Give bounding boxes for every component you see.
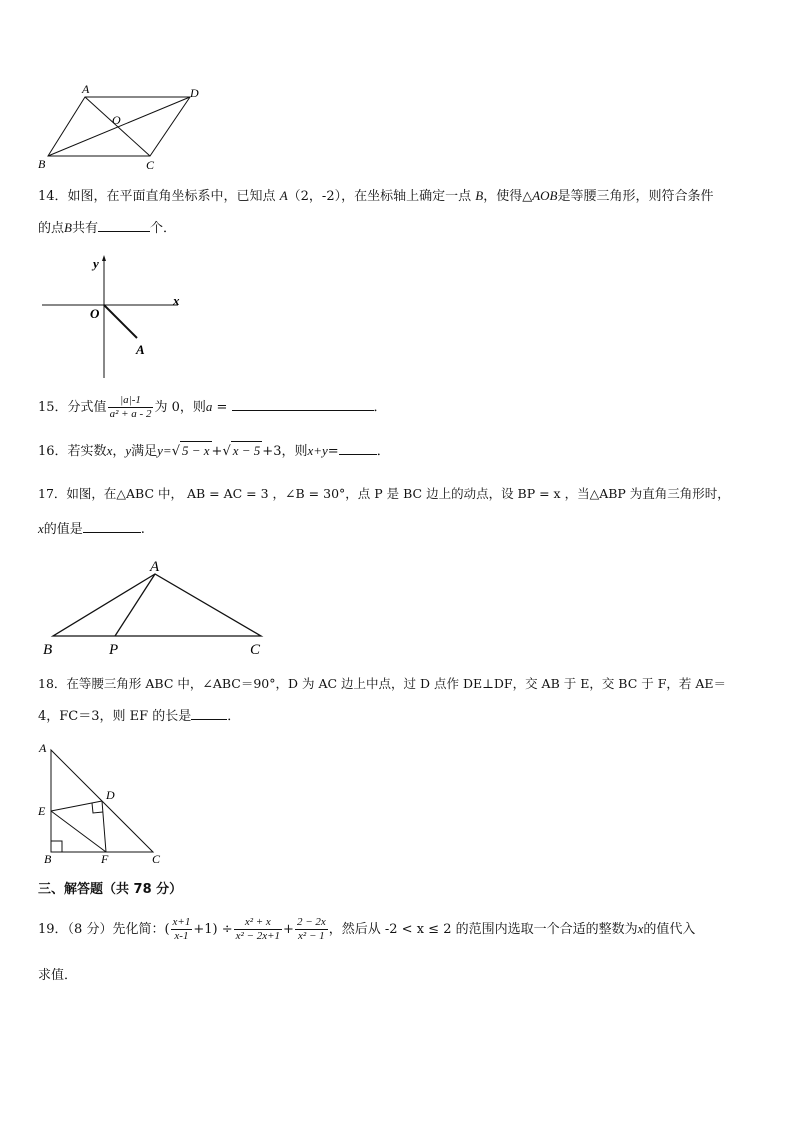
fraction-denominator: x-1 (174, 930, 189, 942)
answer-blank[interactable] (232, 398, 374, 411)
q17-text: . (140, 522, 145, 537)
triangle-abc-figure (38, 555, 278, 660)
q18-text: ． (227, 709, 241, 724)
fraction-numerator: |a|-1 (108, 394, 154, 408)
question-number: 16． (38, 444, 68, 459)
expr-xy: x+y (307, 443, 328, 458)
question-14-line2 (38, 219, 176, 238)
answer-blank[interactable] (83, 520, 141, 533)
q14-text: 如图，在平面直角坐标系中，已知点 (67, 189, 276, 204)
radicand-2: x − 5 (232, 443, 261, 458)
right-angle-mark-d (92, 803, 103, 813)
q14-text: 是等腰三角形，则符合条件 (557, 189, 714, 204)
question-19-line1 (38, 912, 695, 947)
segment-ap (115, 574, 155, 636)
point-a: A (279, 188, 288, 203)
point-b: B (475, 188, 484, 203)
coordinate-axes-figure (40, 252, 200, 382)
triangle-name: AOB (532, 188, 558, 203)
segment-oa (104, 305, 137, 338)
question-15 (38, 392, 387, 423)
radicand-1: 5 − x (182, 443, 210, 458)
triangle-abc (53, 574, 261, 636)
label-d: D (106, 788, 115, 802)
segment-df (102, 801, 106, 852)
fraction-denominator: a² + a - 2 (109, 408, 152, 420)
q14-text: 的点 (38, 221, 65, 236)
label-a: A (136, 342, 145, 357)
label-y: y (93, 256, 99, 271)
question-19-line2 (38, 967, 77, 985)
fraction (108, 394, 154, 421)
q17-text: 的值是 (43, 522, 83, 537)
q14-text: ，在坐标轴上确定一点 (341, 189, 472, 204)
q16-text: 若实数 (67, 444, 107, 459)
q14-text: 个． (149, 221, 176, 236)
q19-text: 求值． (38, 968, 78, 983)
q14-text: ，使得△ (483, 189, 533, 204)
q16-text: ． (376, 444, 390, 459)
q15-text: ． (373, 400, 387, 415)
sqrt-icon: √ (171, 444, 180, 459)
question-17-line1 (38, 485, 730, 503)
label-c: C (152, 852, 161, 866)
q19-text: ，然后从 -2 < x ≤ 2 的范围内选取一个合适的整数为 (328, 922, 638, 937)
q16-text: +3，则 (262, 444, 308, 459)
q17-text: 如图，在△ABC 中， AB = AC = 3 ，∠B = 30°，点 P 是 BC 边上的动点，设 BP = x ，当△ABP 为直角三角形时， (66, 486, 730, 501)
point-b: B (64, 220, 72, 235)
q16-text: 满足 (131, 444, 158, 459)
right-triangle-figure (36, 738, 176, 868)
fraction-numerator: x² + x (234, 916, 282, 930)
label-d: D (190, 86, 199, 100)
label-p: P (109, 642, 119, 658)
fraction-2 (234, 916, 282, 943)
coords: （2，-2） (287, 189, 342, 204)
fraction-numerator: 2 − 2x (296, 916, 326, 928)
q15-text: 分式值 (67, 400, 107, 415)
question-18-line2 (38, 707, 240, 726)
question-number: 18． (38, 676, 67, 691)
question-number: 19． (38, 922, 68, 937)
question-16 (38, 441, 390, 461)
question-number: 15． (38, 400, 68, 415)
equals: = (212, 400, 232, 415)
label-b: B (38, 157, 46, 171)
equals: = (327, 444, 339, 459)
fraction-1 (171, 916, 193, 943)
parallelogram-figure (30, 80, 220, 175)
sqrt-icon: √ (222, 444, 231, 459)
fraction-denominator: x² − 2x+1 (235, 930, 281, 942)
question-18-line1 (38, 675, 726, 693)
q16-text: ， (112, 444, 126, 459)
label-b: B (43, 642, 53, 658)
label-a: A (150, 559, 160, 575)
label-c: C (146, 158, 155, 172)
var-x: x (38, 521, 44, 536)
label-e: E (38, 804, 46, 818)
var-x: x (106, 443, 113, 458)
q15-text: 为 0，则 (154, 400, 206, 415)
segment-ed (51, 801, 102, 811)
q19-text: +1) ÷ (193, 922, 233, 937)
label-f: F (101, 852, 109, 866)
label-o: O (90, 306, 100, 321)
y-arrow-icon (102, 255, 106, 261)
question-number: 14． (38, 189, 68, 204)
answer-blank[interactable] (98, 219, 150, 232)
right-angle-mark-b (51, 841, 62, 852)
label-c: C (250, 642, 261, 658)
q18-text: 在等腰三角形 ABC 中，∠ABC＝90°，D 为 AC 边上中点，过 D 点作 DE⊥DF，交 AB 于 E，交 BC 于 F，若 AE＝ (66, 676, 727, 691)
q18-text: 4，FC＝3，则 EF 的长是 (38, 709, 192, 724)
label-a: A (82, 82, 90, 96)
fraction-3 (295, 916, 328, 943)
label-a: A (39, 741, 47, 755)
var-x: x (637, 921, 644, 936)
plus: + (211, 444, 223, 459)
q14-text: 共有 (71, 221, 98, 236)
label-b: B (44, 852, 52, 866)
question-14-line1 (38, 187, 714, 206)
q19-text: + (283, 922, 294, 937)
var-a: a (205, 399, 213, 414)
answer-blank[interactable] (191, 707, 227, 720)
fraction-numerator: x+1 (172, 916, 191, 928)
answer-blank[interactable] (339, 442, 377, 455)
label-x: x (173, 293, 180, 308)
question-17-line2 (38, 520, 145, 539)
section-heading: 三、解答题（共 78 分） (38, 882, 183, 897)
question-number: 17． (38, 486, 67, 501)
fraction-denominator: x² − 1 (298, 930, 325, 942)
q19-text: （8 分）先化简：( (67, 922, 170, 937)
var-y: y (125, 443, 132, 458)
label-o: O (112, 113, 121, 127)
segment-ef (51, 811, 106, 852)
q19-text: 的值代入 (643, 922, 696, 937)
equation-lhs: y= (157, 443, 172, 458)
